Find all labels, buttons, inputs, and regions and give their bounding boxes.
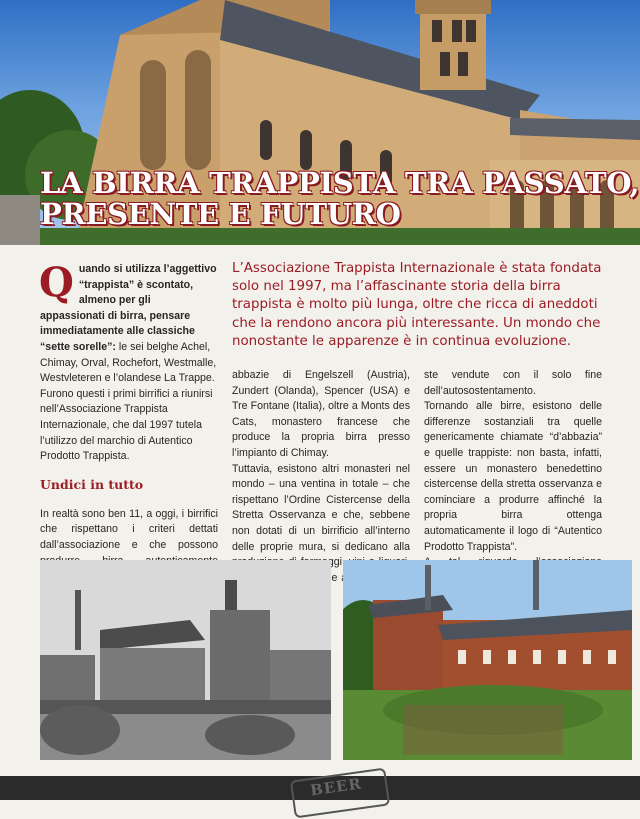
article-title	[40, 168, 639, 230]
footer-bar	[0, 776, 640, 800]
column-3-paragraph-1: ste vendute con il solo fine dell’autosostentamento.	[424, 369, 602, 397]
intro-bold-text: uando si utilizza l’aggettivo “trappista” è scontato, almeno per gli appassionati di birra, pensare immediatamente alle classiche “sette sorelle”:	[40, 263, 217, 353]
column-2-paragraph-2: Tuttavia, esistono altri monasteri nel mondo – una ventina in totale – che rispettano l’Ordine Cistercense della Stretta Osservanza e che, sebbene non dotati di un birrificio all’interno delle proprie mura, si dedicano alla e	[232, 462, 410, 584]
column-2-paragraph-1: abbazie di Engelszell (Austria), Zundert (Olanda), Spencer (USA) e Tre Fontane (Italia), oltre a Monts des Cats, monastero francese che produce la propria birra presso l’impianto di Chimay.	[232, 369, 410, 459]
column-3-paragraph-2: Tornando alle birre, esistono delle differenze sostanziali tra quelle genericamente chiamate “d’abbazia” e quelle trappiste: non basta, infatti, essere un monastero benedettino cistercense della stretta osservanza e cominciare a produrre affinché la propria birra ottenga automaticamente il logo di “Autentico Prodotto Trappista”.	[424, 400, 602, 553]
column-1	[39, 259, 218, 600]
beer-logo-text: BEER	[309, 774, 364, 800]
hero-image	[0, 0, 640, 245]
title-line-2: PRESENTE E FUTURO	[40, 197, 401, 231]
abbey-courtyard-photo	[343, 560, 632, 760]
lead-paragraph: L’Associazione Trappista Internazionale è stata fondata solo nel 1997, ma l’affascinante storia della birra trappista è molto più lunga, oltre che ricca di aneddoti che la rendono ancora più interessante. Un mondo che nonostante le apparenze è in continua evoluzione.	[232, 261, 602, 349]
historic-brewery-photo	[40, 560, 331, 760]
subheading: Undici in tutto	[40, 476, 144, 492]
drop-cap: Q	[39, 259, 74, 306]
intro-regular-text: le sei belghe Achel, Chimay, Orval, Rochefort, Westmalle, Westvleteren e l’olandese La Trappe. Furono questi i primi birrifici a riunirsi nell’Associazione Trappista Internazionale, che dal 1997 tutela l’utilizzo del marchio di Autentico Prodotto Trappista.	[40, 340, 217, 463]
column-1-paragraph-2: In realtà sono ben 11, a oggi, i birrifici che rispettano i criteri dettati dall’associazione e che possono	[40, 507, 218, 551]
title-line-1: LA BIRRA TRAPPISTA TRA PASSATO,	[40, 166, 640, 200]
intro-paragraph	[39, 259, 218, 465]
